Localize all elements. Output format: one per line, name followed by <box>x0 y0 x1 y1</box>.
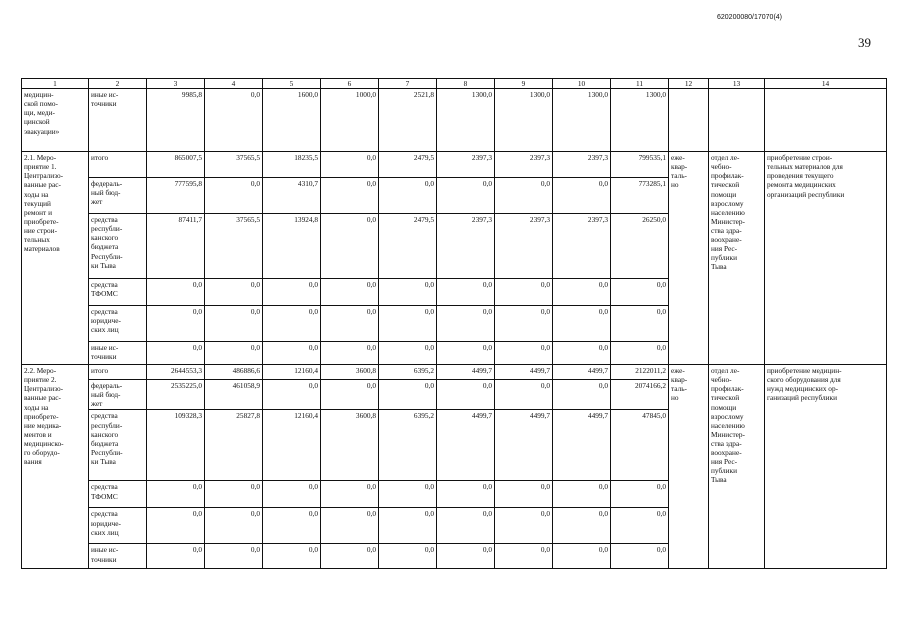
value-cell: 0,0 <box>379 380 437 410</box>
funding-source-cell: итого <box>89 152 147 178</box>
column-number: 8 <box>437 79 495 89</box>
column-number: 13 <box>709 79 765 89</box>
value-cell: 0,0 <box>379 178 437 214</box>
value-cell: 0,0 <box>437 306 495 342</box>
value-cell: 0,0 <box>495 306 553 342</box>
value-cell: 0,0 <box>321 342 379 365</box>
value-cell: 0,0 <box>611 508 669 544</box>
value-cell: 0,0 <box>611 481 669 508</box>
funding-source-cell: средства юридиче- ских лиц <box>89 508 147 544</box>
value-cell: 0,0 <box>321 214 379 279</box>
deadline-cell <box>669 89 709 152</box>
executor-cell <box>709 89 765 152</box>
column-number: 12 <box>669 79 709 89</box>
value-cell: 0,0 <box>205 544 263 569</box>
value-cell: 0,0 <box>437 342 495 365</box>
funding-source-cell: иные ис- точники <box>89 544 147 569</box>
value-cell: 1000,0 <box>321 89 379 152</box>
value-cell: 18235,5 <box>263 152 321 178</box>
value-cell: 0,0 <box>321 178 379 214</box>
column-number: 3 <box>147 79 205 89</box>
table-row <box>22 89 887 152</box>
value-cell: 0,0 <box>437 178 495 214</box>
value-cell: 2074166,2 <box>611 380 669 410</box>
value-cell: 0,0 <box>321 380 379 410</box>
value-cell: 0,0 <box>379 481 437 508</box>
value-cell: 1600,0 <box>263 89 321 152</box>
value-cell: 4499,7 <box>553 365 611 380</box>
value-cell: 12160,4 <box>263 410 321 481</box>
value-cell: 0,0 <box>379 279 437 306</box>
value-cell: 6395,2 <box>379 365 437 380</box>
value-cell: 865007,5 <box>147 152 205 178</box>
value-cell: 0,0 <box>553 279 611 306</box>
value-cell: 0,0 <box>553 342 611 365</box>
value-cell: 0,0 <box>611 306 669 342</box>
value-cell: 0,0 <box>553 306 611 342</box>
value-cell: 2535225,0 <box>147 380 205 410</box>
value-cell: 12160,4 <box>263 365 321 380</box>
column-number: 6 <box>321 79 379 89</box>
value-cell: 0,0 <box>263 342 321 365</box>
value-cell: 0,0 <box>553 178 611 214</box>
value-cell: 0,0 <box>611 342 669 365</box>
value-cell: 37565,5 <box>205 152 263 178</box>
value-cell: 0,0 <box>321 152 379 178</box>
value-cell: 0,0 <box>611 544 669 569</box>
value-cell: 0,0 <box>553 380 611 410</box>
value-cell: 799535,1 <box>611 152 669 178</box>
value-cell: 2644553,3 <box>147 365 205 380</box>
value-cell: 0,0 <box>321 544 379 569</box>
deadline-cell: еже- квар- таль- но <box>669 152 709 365</box>
column-number: 14 <box>765 79 887 89</box>
value-cell: 0,0 <box>321 508 379 544</box>
value-cell: 0,0 <box>321 279 379 306</box>
value-cell: 0,0 <box>437 279 495 306</box>
value-cell: 2397,3 <box>495 152 553 178</box>
funding-source-cell: средства республи- канского бюджета Республи- ки Тыва <box>89 214 147 279</box>
value-cell: 6395,2 <box>379 410 437 481</box>
measure-title-cell: 2.1. Меро- приятие 1. Централизо- ванные рас- ходы на текущий ремонт и приобрете- ние строи- тельных материалов <box>22 152 89 365</box>
executor-cell: отдел ле- чебно- профилак- тической помощи взрослому населению Министер- ства здра- воохране- ния Рес- публики Тыва <box>709 152 765 365</box>
result-cell <box>765 89 887 152</box>
measure-title-cell: 2.2. Меро- приятие 2. Централизо- ванные рас- ходы на приобрете- ние медика- ментов и медицинско- го оборудо- вания <box>22 365 89 569</box>
value-cell: 777595,8 <box>147 178 205 214</box>
value-cell: 0,0 <box>205 508 263 544</box>
value-cell: 0,0 <box>495 178 553 214</box>
value-cell: 486886,6 <box>205 365 263 380</box>
value-cell: 0,0 <box>495 508 553 544</box>
value-cell: 3600,8 <box>321 365 379 380</box>
page-number: 39 <box>858 35 871 50</box>
value-cell: 0,0 <box>495 544 553 569</box>
value-cell: 2122011,2 <box>611 365 669 380</box>
value-cell: 0,0 <box>495 342 553 365</box>
funding-source-cell: федераль- ный бюд- жет <box>89 380 147 410</box>
value-cell: 0,0 <box>263 481 321 508</box>
value-cell: 0,0 <box>147 508 205 544</box>
value-cell: 0,0 <box>553 508 611 544</box>
value-cell: 773285,1 <box>611 178 669 214</box>
program-table <box>21 78 887 569</box>
value-cell: 2397,3 <box>553 152 611 178</box>
value-cell: 2397,3 <box>437 214 495 279</box>
column-number: 1 <box>22 79 89 89</box>
value-cell: 0,0 <box>205 342 263 365</box>
value-cell: 461058,9 <box>205 380 263 410</box>
value-cell: 1300,0 <box>495 89 553 152</box>
funding-source-cell: средства ТФОМС <box>89 279 147 306</box>
value-cell: 0,0 <box>321 306 379 342</box>
funding-source-cell: средства республи- канского бюджета Республи- ки Тыва <box>89 410 147 481</box>
result-cell: приобретение строи- тельных материалов для проведения текущего ремонта медицинских организаций республики <box>765 152 887 365</box>
value-cell: 0,0 <box>263 279 321 306</box>
value-cell: 2397,3 <box>553 214 611 279</box>
value-cell: 0,0 <box>379 306 437 342</box>
value-cell: 13924,8 <box>263 214 321 279</box>
table-row <box>22 365 887 380</box>
value-cell: 0,0 <box>553 481 611 508</box>
value-cell: 26250,0 <box>611 214 669 279</box>
value-cell: 0,0 <box>495 279 553 306</box>
value-cell: 2479,5 <box>379 214 437 279</box>
value-cell: 0,0 <box>205 279 263 306</box>
funding-source-cell: федераль- ный бюд- жет <box>89 178 147 214</box>
funding-source-cell: итого <box>89 365 147 380</box>
value-cell: 1300,0 <box>611 89 669 152</box>
column-number-row <box>22 79 887 89</box>
value-cell: 2397,3 <box>495 214 553 279</box>
value-cell: 0,0 <box>263 306 321 342</box>
value-cell: 0,0 <box>553 544 611 569</box>
value-cell: 0,0 <box>147 481 205 508</box>
column-number: 9 <box>495 79 553 89</box>
value-cell: 0,0 <box>379 342 437 365</box>
value-cell: 4499,7 <box>495 365 553 380</box>
value-cell: 0,0 <box>205 481 263 508</box>
column-number: 11 <box>611 79 669 89</box>
value-cell: 3600,8 <box>321 410 379 481</box>
funding-source-cell: средства ТФОМС <box>89 481 147 508</box>
column-number: 4 <box>205 79 263 89</box>
value-cell: 0,0 <box>147 279 205 306</box>
value-cell: 1300,0 <box>437 89 495 152</box>
value-cell: 0,0 <box>611 279 669 306</box>
value-cell: 0,0 <box>379 544 437 569</box>
executor-cell: отдел ле- чебно- профилак- тической помощи взрослому населению Министер- ства здра- воохране- ния Рес- публики Тыва <box>709 365 765 569</box>
value-cell: 4499,7 <box>553 410 611 481</box>
deadline-cell: еже- квар- таль- но <box>669 365 709 569</box>
value-cell: 0,0 <box>147 306 205 342</box>
column-number: 7 <box>379 79 437 89</box>
value-cell: 2397,3 <box>437 152 495 178</box>
value-cell: 0,0 <box>495 380 553 410</box>
value-cell: 0,0 <box>379 508 437 544</box>
value-cell: 0,0 <box>437 544 495 569</box>
document-code: 620200080/17070(4) <box>717 14 783 21</box>
value-cell: 37565,5 <box>205 214 263 279</box>
value-cell: 4499,7 <box>495 410 553 481</box>
funding-source-cell: средства юридиче- ских лиц <box>89 306 147 342</box>
value-cell: 47845,0 <box>611 410 669 481</box>
funding-source-cell: иные ис- точники <box>89 89 147 152</box>
column-number: 2 <box>89 79 147 89</box>
value-cell: 0,0 <box>495 481 553 508</box>
value-cell: 0,0 <box>437 481 495 508</box>
value-cell: 4310,7 <box>263 178 321 214</box>
value-cell: 0,0 <box>437 380 495 410</box>
result-cell: приобретение медицин- ского оборудования для нужд медицинских ор- ганизаций республики <box>765 365 887 569</box>
value-cell: 0,0 <box>205 306 263 342</box>
table-row <box>22 152 887 178</box>
column-number: 10 <box>553 79 611 89</box>
value-cell: 109328,3 <box>147 410 205 481</box>
measure-title-cell: медицин- ской помо- щи, меди- цинской эвакуации» <box>22 89 89 152</box>
value-cell: 87411,7 <box>147 214 205 279</box>
value-cell: 0,0 <box>263 544 321 569</box>
value-cell: 0,0 <box>263 380 321 410</box>
funding-source-cell: иные ис- точники <box>89 342 147 365</box>
value-cell: 0,0 <box>321 481 379 508</box>
value-cell: 1300,0 <box>553 89 611 152</box>
value-cell: 0,0 <box>147 342 205 365</box>
value-cell: 0,0 <box>205 178 263 214</box>
column-number: 5 <box>263 79 321 89</box>
value-cell: 4499,7 <box>437 410 495 481</box>
value-cell: 9985,8 <box>147 89 205 152</box>
value-cell: 2479,5 <box>379 152 437 178</box>
value-cell: 2521,8 <box>379 89 437 152</box>
value-cell: 0,0 <box>205 89 263 152</box>
value-cell: 0,0 <box>263 508 321 544</box>
value-cell: 25827,8 <box>205 410 263 481</box>
value-cell: 4499,7 <box>437 365 495 380</box>
value-cell: 0,0 <box>437 508 495 544</box>
value-cell: 0,0 <box>147 544 205 569</box>
